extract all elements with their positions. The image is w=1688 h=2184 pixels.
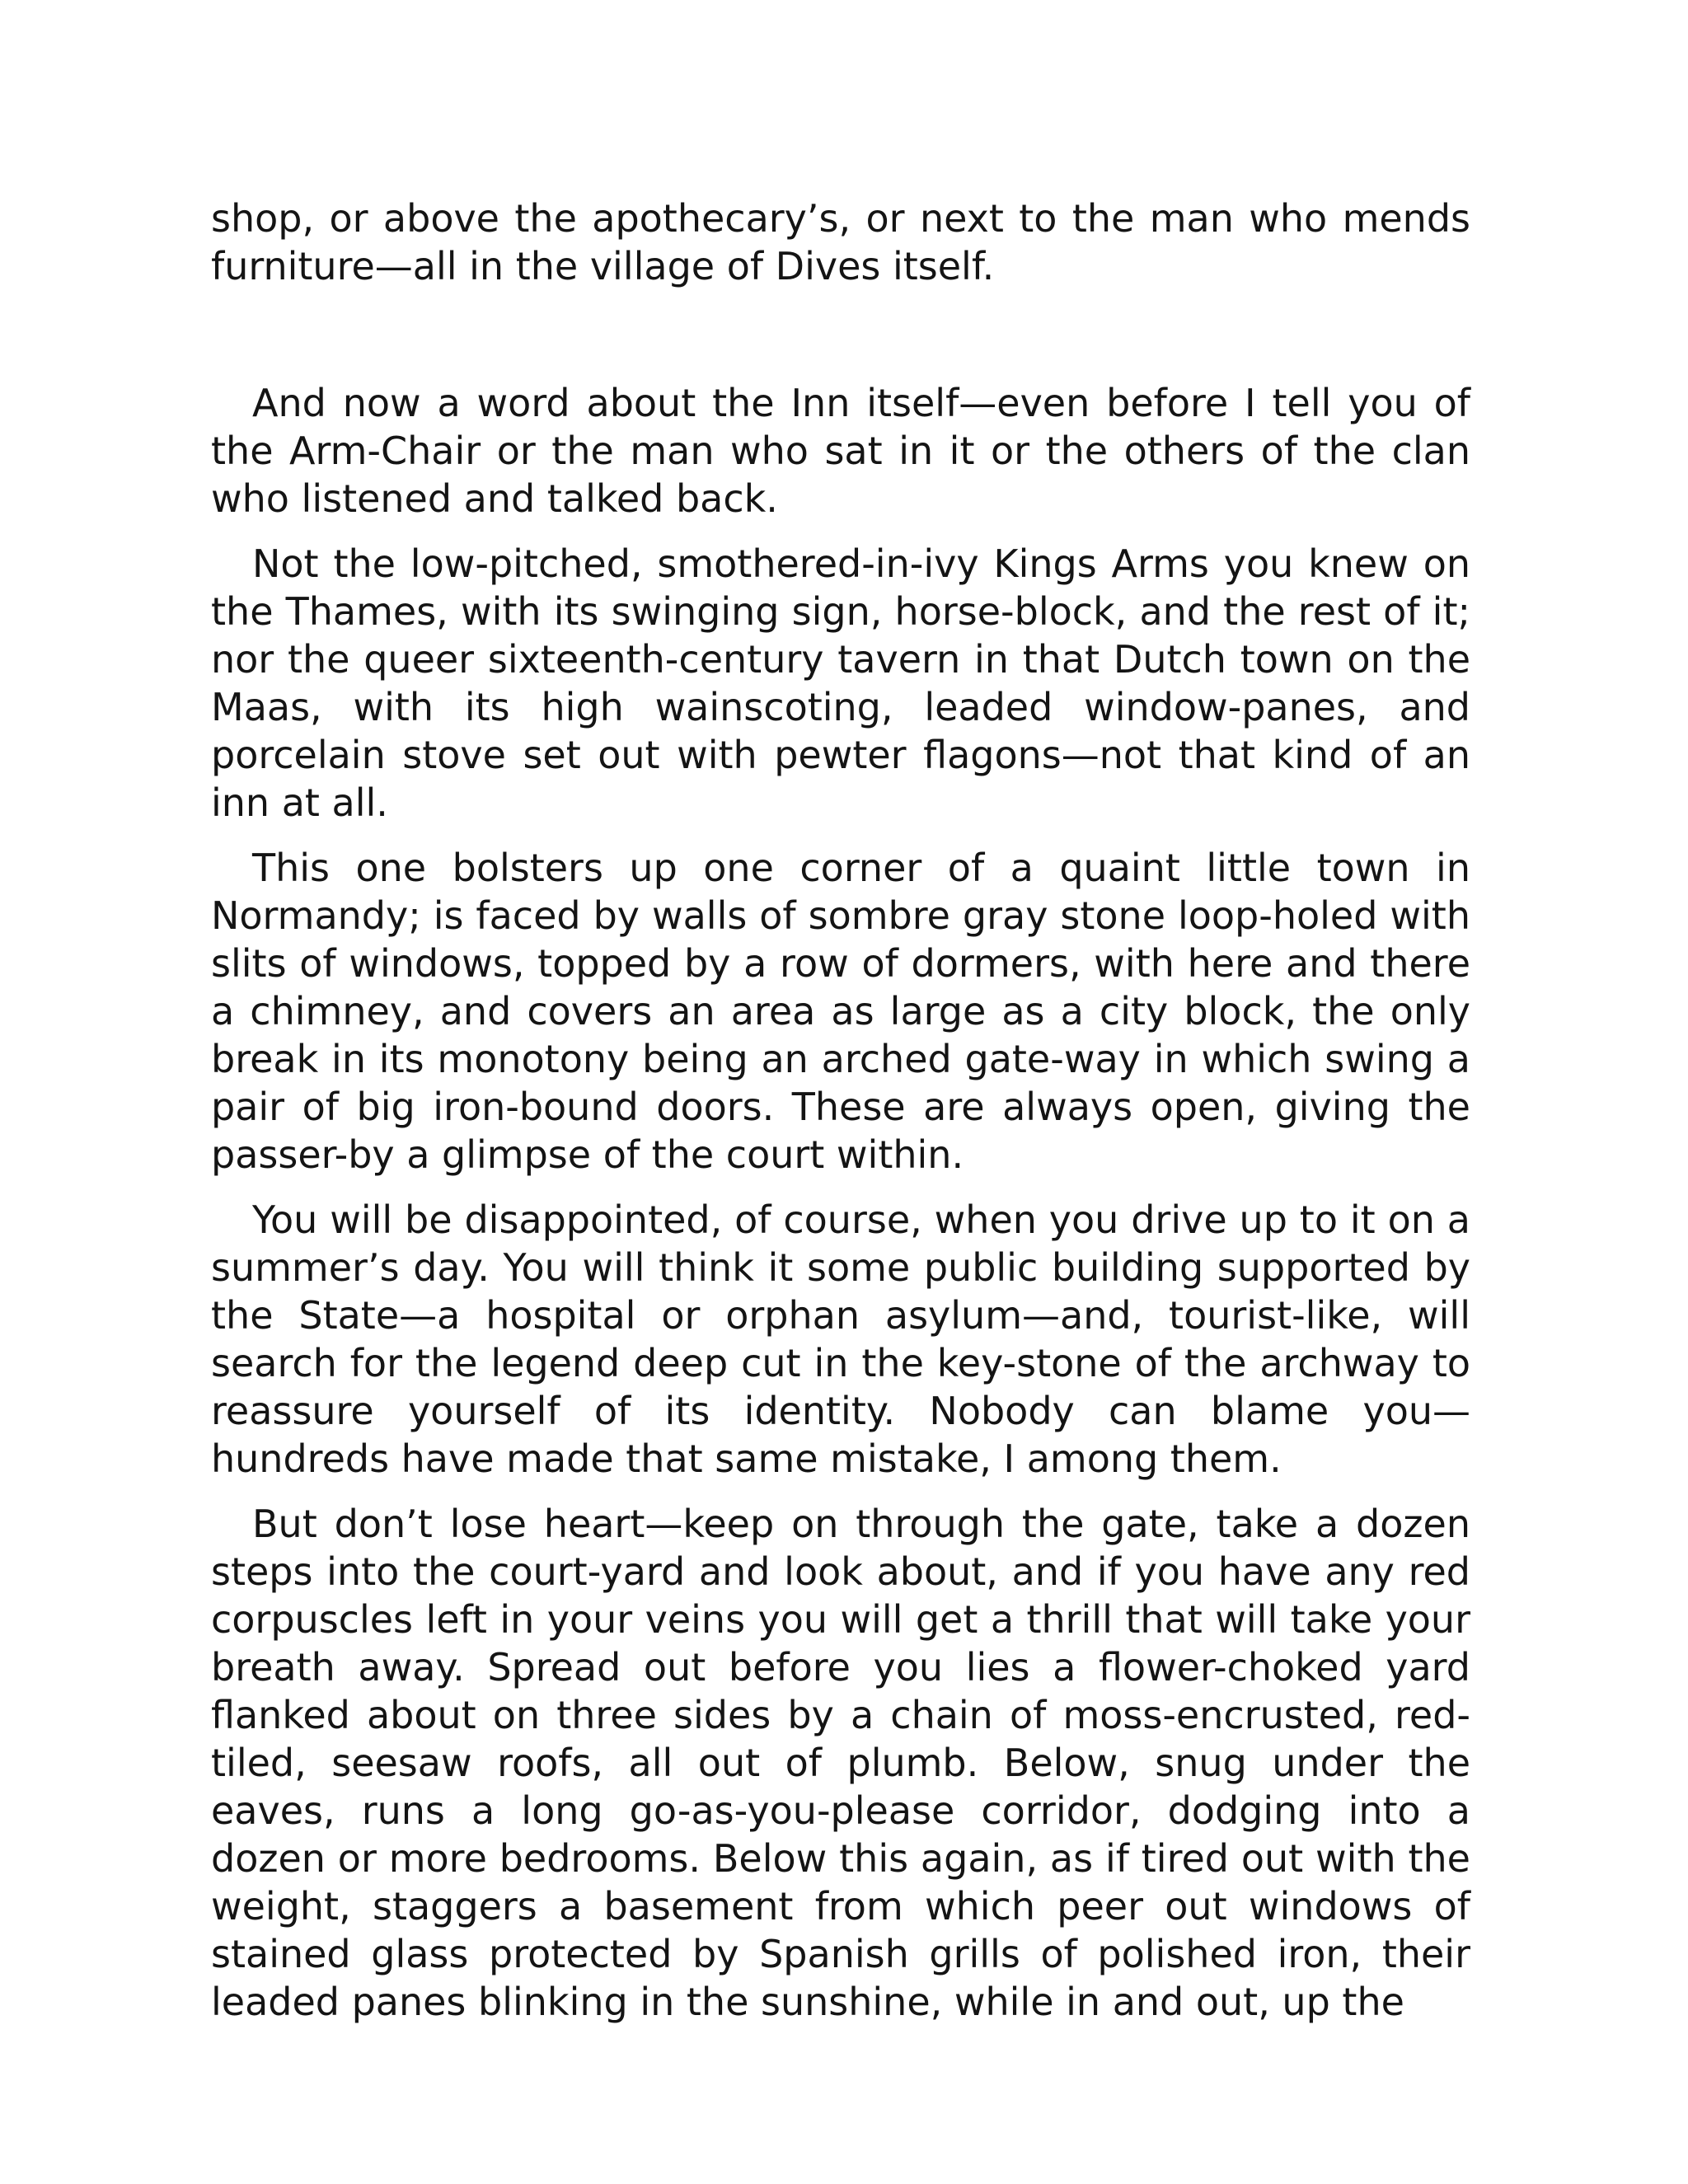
paragraph-disappointed: You will be disappointed, of course, when you drive up to it on a summer’s day. You will think it some public building supported by the State—a hospital or orphan asylum—and, tourist-like, will search for the legend deep cut in the key-stone of the archway to reassure yourself of its identity. Nobody can blame you—hundreds have made that same mistake, I among them. [211, 1197, 1470, 1481]
paragraph-continued: shop, or above the apothecary’s, or next to the man who mends furniture—all in the village of Dives itself. [211, 196, 1470, 288]
paragraph-not-kings-arms: Not the low-pitched, smothered-in-ivy Kings Arms you knew on the Thames, with its swinging sign, horse-block, and the rest of it; nor the queer sixteenth-century tavern in that Dutch town on the Maas, with its high wainscoting, leaded window-panes, and porcelain stove set out with pewter flagons—not that kind of an inn at all. [211, 541, 1470, 825]
page-body [211, 194, 1470, 2026]
paragraph-normandy-inn: This one bolsters up one corner of a quaint little town in Normandy; is faced by walls of sombre gray stone loop-holed with slits of windows, topped by a row of dormers, with here and there a chimney, and covers an area as large as a city block, the only break in its monotony being an arched gate-way in which swing a pair of big iron-bound doors. These are always open, giving the passer-by a glimpse of the court within. [211, 846, 1470, 1177]
paragraph-courtyard: But don’t lose heart—keep on through the gate, take a dozen steps into the court-yard and look about, and if you have any red corpuscles left in your veins you will get a thrill that will take your breath away. Spread out before you lies a flower-choked yard flanked about on three sides by a chain of moss-encrusted, red-tiled, seesaw roofs, all out of plumb. Below, snug under the eaves, runs a long go-as-you-please corridor, dodging into a dozen or more bedrooms. Below this again, as if tired out with the weight, staggers a basement from which peer out windows of stained glass protected by Spanish grills of polished iron, their leaded panes blinking in the sunshine, while in and out, up the [211, 1502, 1470, 2024]
paragraph-inn-intro: And now a word about the Inn itself—even before I tell you of the Arm-Chair or the man who sat in it or the others of the clan who listened and talked back. [211, 381, 1470, 521]
